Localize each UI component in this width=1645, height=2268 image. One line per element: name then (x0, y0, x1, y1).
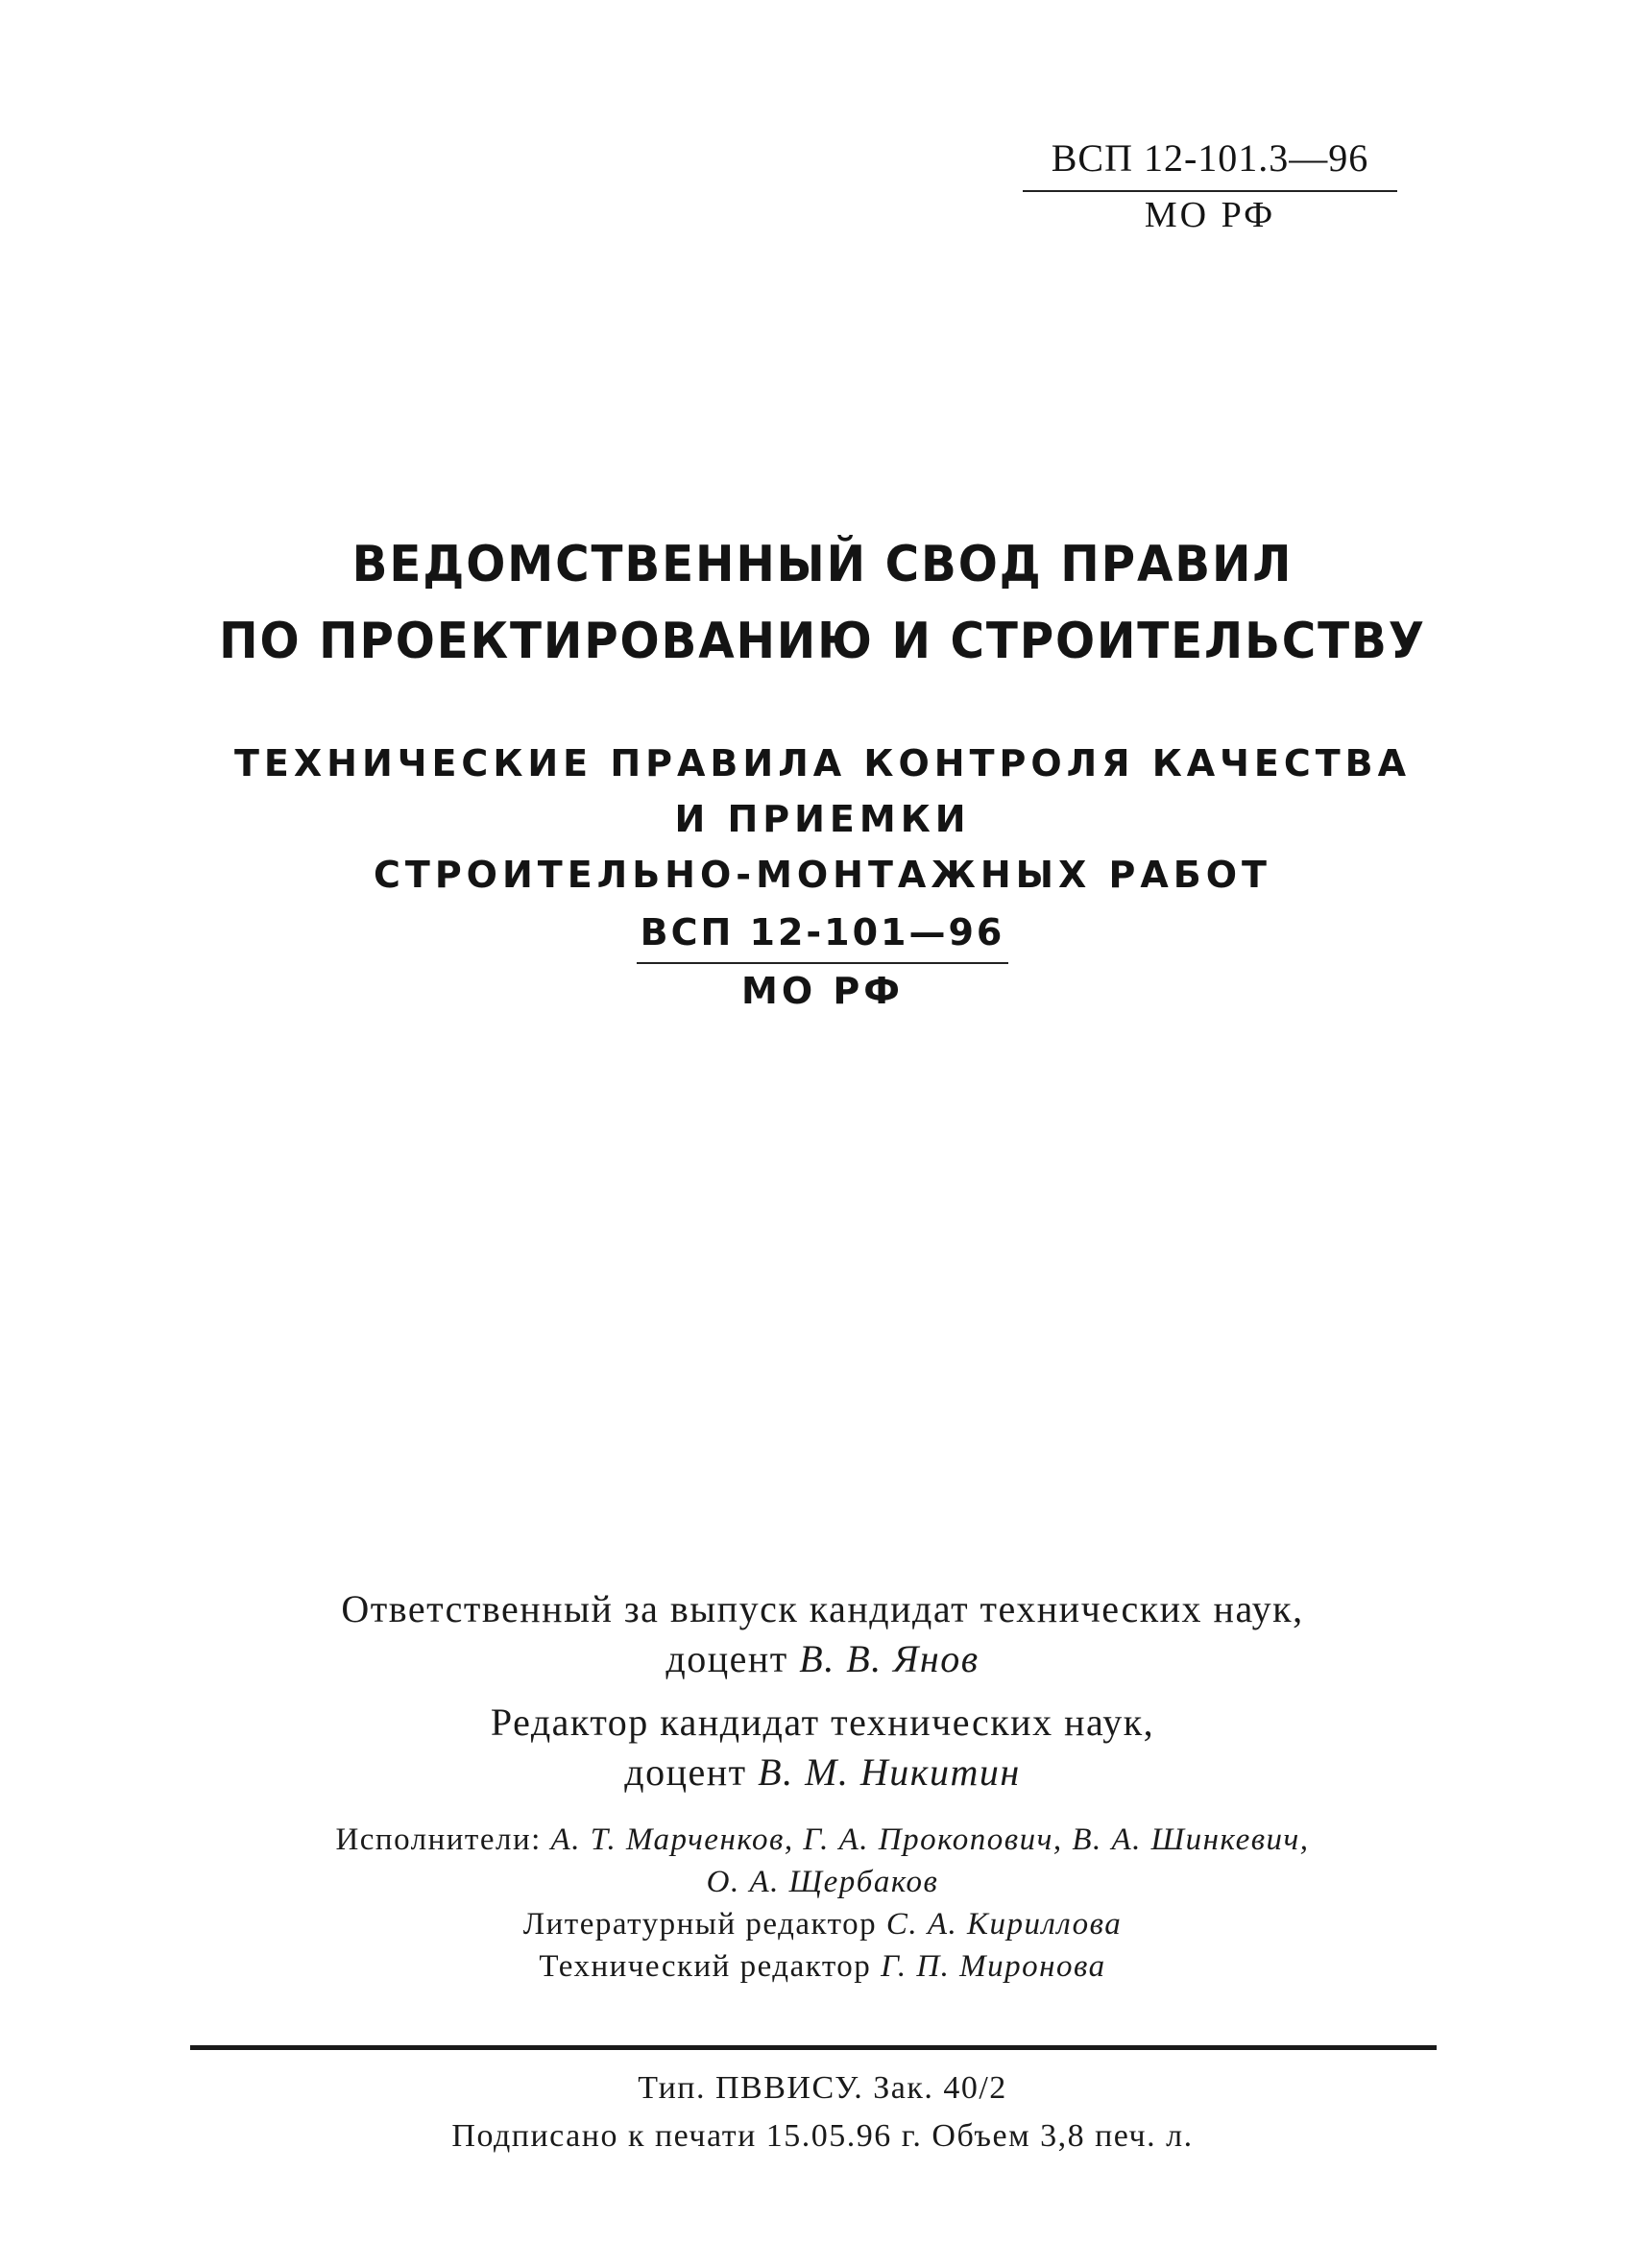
print-info-line-2: Подписано к печати 15.05.96 г. Объем 3,8 печ. л. (451, 2118, 1194, 2154)
print-info-line-1: Тип. ПВВИСУ. Зак. 40/2 (638, 2070, 1007, 2106)
document-organization: МО РФ (741, 970, 904, 1012)
literary-editor (0, 1903, 1645, 1945)
header-code-block (1023, 133, 1397, 238)
title-line-1: ВЕДОМСТВЕННЫЙ СВОД ПРАВИЛ (351, 536, 1294, 593)
header-organization: МО РФ (1144, 195, 1276, 235)
editor-title: доцент (624, 1750, 747, 1794)
editor-person (0, 1748, 1645, 1798)
responsible-role: Ответственный за выпуск кандидат технических наук, (341, 1587, 1304, 1630)
document-code-block (0, 908, 1645, 1018)
literary-editor-label: Литературный редактор (522, 1907, 878, 1942)
performers-label: Исполнители: (335, 1822, 542, 1857)
performers-names-2: О. А. Щербаков (706, 1865, 939, 1899)
divider-rule (190, 2045, 1437, 2050)
performers-line-2 (0, 1861, 1645, 1903)
editor-name: В. М. Никитин (758, 1750, 1021, 1794)
responsible-name: В. В. Янов (799, 1637, 980, 1680)
editor-role: Редактор кандидат технических наук, (490, 1701, 1155, 1744)
page-subtitle (0, 736, 1645, 903)
print-info (0, 2064, 1645, 2160)
responsible-person (0, 1634, 1645, 1684)
performers-names-1: А. Т. Марченков, Г. А. Прокопович, В. А. Шинкевич, (550, 1822, 1310, 1857)
credits-section (0, 1584, 1645, 1988)
performers-line-1 (0, 1819, 1645, 1861)
subtitle-line-2: И ПРИЕМКИ (674, 798, 971, 840)
title-line-2: ПО ПРОЕКТИРОВАНИЮ И СТРОИТЕЛЬСТВУ (219, 613, 1426, 670)
technical-editor (0, 1945, 1645, 1988)
header-document-code: ВСП 12-101.3—96 (1023, 133, 1397, 192)
literary-editor-name: С. А. Кириллова (885, 1907, 1123, 1942)
subtitle-line-3: СТРОИТЕЛЬНО-МОНТАЖНЫХ РАБОТ (374, 854, 1271, 896)
document-code: ВСП 12-101—96 (637, 908, 1009, 964)
responsible-title: доцент (665, 1637, 788, 1680)
subtitle-line-1: ТЕХНИЧЕСКИЕ ПРАВИЛА КОНТРОЛЯ КАЧЕСТВА (233, 742, 1412, 784)
technical-editor-name: Г. П. Миронова (881, 1949, 1106, 1984)
page-title (0, 526, 1645, 680)
technical-editor-label: Технический редактор (539, 1949, 872, 1984)
